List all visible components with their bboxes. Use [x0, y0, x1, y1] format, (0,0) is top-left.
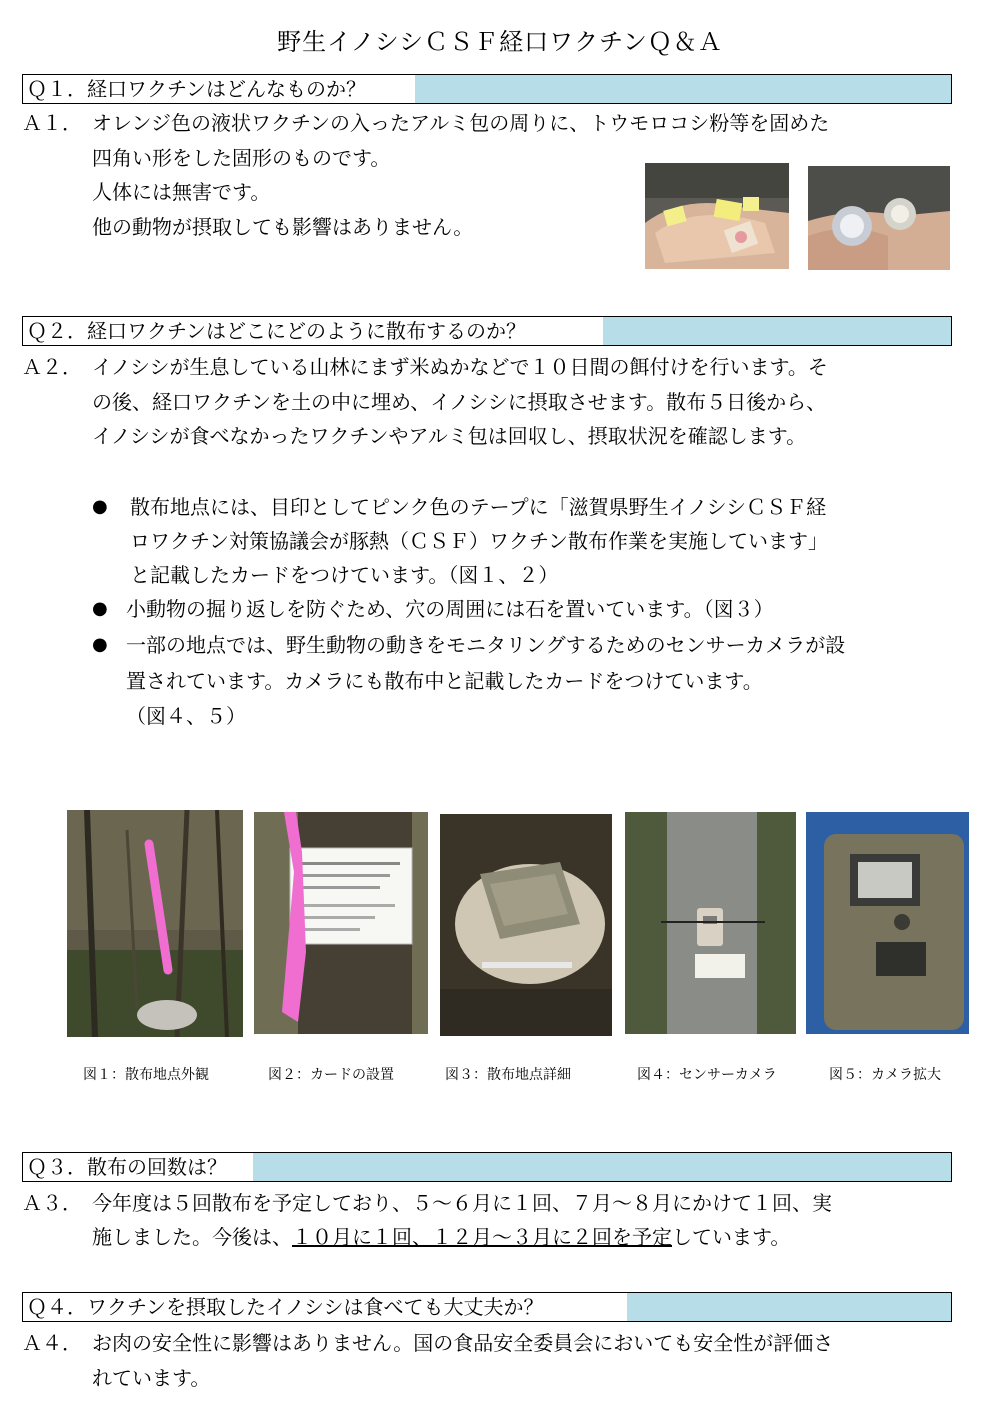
q3-question-bar: [22, 1152, 952, 1182]
question-bar-fill: [253, 1153, 951, 1181]
bullet-line: 散布地点には、目印としてピンク色のテープに「滋賀県野生イノシシＣＳＦ経: [130, 495, 827, 519]
a2-label: Ａ２．: [22, 355, 82, 379]
a1-line: 四角い形をした固形のものです。: [92, 146, 391, 170]
bullet-icon: ●: [92, 598, 108, 619]
a2-line: イノシシが食べなかったワクチンやアルミ包は回収し、摂取状況を確認します。: [92, 424, 807, 448]
a3-line: 今年度は５回散布を予定しており、５～６月に１回、７月～８月にかけて１回、実: [92, 1191, 832, 1215]
q3-question: Ｑ３．散布の回数は？: [27, 1155, 227, 1179]
a3-label: Ａ３．: [22, 1191, 82, 1215]
question-bar-fill: [415, 75, 951, 103]
bullet-line: （図４、５）: [126, 704, 246, 728]
figure-1-photo: [67, 810, 243, 1037]
bullet-icon: ●: [92, 634, 108, 655]
q4-question-bar: [22, 1292, 952, 1322]
q1-question: Ｑ１．経口ワクチンはどんなものか？: [27, 77, 366, 101]
a1-line: 人体には無害です。: [92, 180, 271, 204]
figure-4-caption: 図４：センサーカメラ: [637, 1067, 777, 1083]
bullet-icon: ●: [92, 496, 108, 517]
a2-line: イノシシが生息している山林にまず米ぬかなどで１０日間の餌付けを行います。そ: [92, 355, 828, 379]
figure-3-caption: 図３：散布地点詳細: [445, 1067, 571, 1083]
a3-text: 施しました。今後は、: [92, 1225, 292, 1249]
vaccine-photo-2: [808, 166, 950, 270]
page-title: 野生イノシシＣＳＦ経口ワクチンＱ＆Ａ: [277, 28, 723, 56]
a1-line: 他の動物が摂取しても影響はありません。: [92, 215, 474, 239]
bullet-line: 置されています。カメラにも散布中と記載したカードをつけています。: [126, 669, 763, 693]
a4-line: れています。: [92, 1366, 211, 1390]
figure-1-caption: 図１：散布地点外観: [83, 1067, 209, 1083]
q1-question-bar: [22, 74, 952, 104]
a4-line: お肉の安全性に影響はありません。国の食品安全委員会においても安全性が評価さ: [92, 1331, 834, 1355]
figure-2-photo: [254, 812, 428, 1034]
bullet-line: 小動物の掘り返しを防ぐため、穴の周囲には石を置いています。（図３）: [126, 597, 774, 621]
q4-question: Ｑ４．ワクチンを摂取したイノシシは食べても大丈夫か？: [27, 1295, 544, 1319]
a3-text: しています。: [672, 1225, 791, 1249]
q2-question-bar: [22, 316, 952, 346]
bullet-line: と記載したカードをつけています。（図１、２）: [130, 563, 559, 587]
figure-5-caption: 図５：カメラ拡大: [829, 1067, 941, 1083]
q2-question: Ｑ２．経口ワクチンはどこにどのように散布するのか？: [27, 319, 526, 343]
bullet-line: ロワクチン対策協議会が豚熱（ＣＳＦ）ワクチン散布作業を実施しています」: [130, 529, 828, 553]
figure-5-photo: [806, 812, 969, 1034]
a2-line: の後、経口ワクチンを土の中に埋め、イノシシに摂取させます。散布５日後から、: [92, 390, 827, 414]
vaccine-photo-1: [645, 163, 789, 269]
a4-label: Ａ４．: [22, 1331, 82, 1355]
question-bar-fill: [603, 317, 951, 345]
question-bar-fill: [627, 1293, 951, 1321]
figure-2-caption: 図２：カードの設置: [268, 1067, 394, 1083]
a1-line: オレンジ色の液状ワクチンの入ったアルミ包の周りに、トウモロコシ粉等を固めた: [92, 111, 830, 135]
figure-3-photo: [440, 814, 612, 1036]
figure-4-photo: [625, 812, 796, 1034]
a1-label: Ａ１．: [22, 111, 82, 135]
a3-underlined-text: １０月に１回、１２月～３月に２回を予定: [292, 1225, 672, 1249]
a3-line: [92, 1220, 790, 1255]
bullet-line: 一部の地点では、野生動物の動きをモニタリングするためのセンサーカメラが設: [126, 633, 846, 657]
